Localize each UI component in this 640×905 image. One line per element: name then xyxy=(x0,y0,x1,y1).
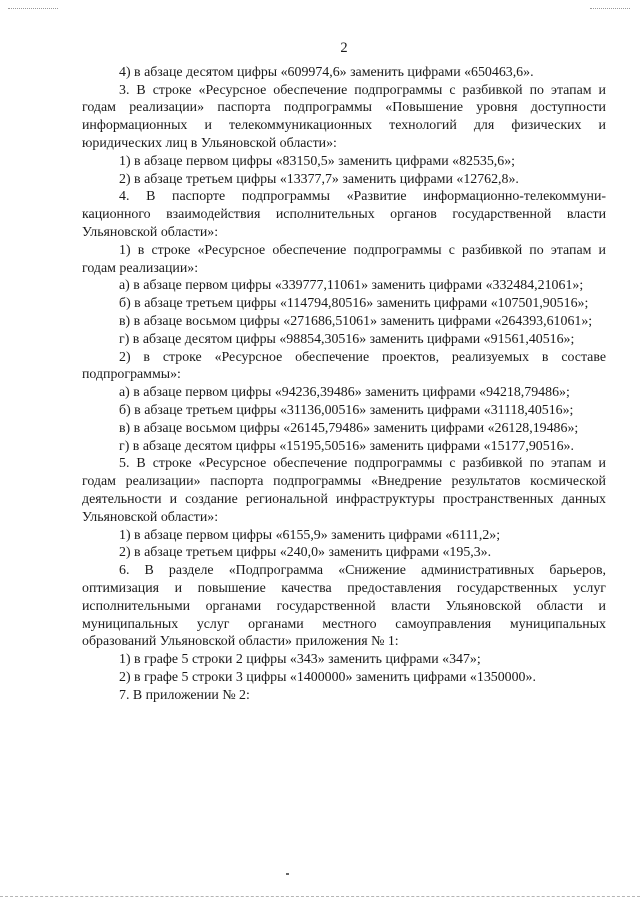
list-item: б) в абзаце третьем цифры «114794,80516» заменить цифрами «107501,90516»; xyxy=(119,296,589,312)
paragraph: 1) в строке «Ресурсное обеспечение подпрограммы с разбивкой по этапам и годам реализации»: xyxy=(82,242,606,276)
list-item: 1) в графе 5 строки 2 цифры «343» заменить цифрами «347»; xyxy=(119,652,481,668)
paragraph: 5. В строке «Ресурсное обеспечение подпрограммы с разбивкой по этапам и годам реализации» паспорта подпрограммы «Внедрение результатов космической деятельности и создание региональной инфраструктуры пространственных данных Ульяновской области»: xyxy=(82,456,606,525)
list-item: 1) в абзаце первом цифры «6155,9» заменить цифрами «6111,2»; xyxy=(119,527,501,543)
list-item: а) в абзаце первом цифры «94236,39486» заменить цифрами «94218,79486»; xyxy=(119,385,570,401)
list-item: в) в абзаце восьмом цифры «271686,51061» заменить цифрами «264393,61061»; xyxy=(119,313,593,329)
list-item: г) в абзаце десятом цифры «98854,30516» заменить цифрами «91561,40516»; xyxy=(119,331,575,347)
paragraph: 6. В разделе «Подпрограмма «Снижение административных барьеров, оптимизация и повышение качества предоставления государственных услуг исполнительными органами государственной власти Ульяновской области и муниципальных услуг органами местного самоуправления муниципальных образований Ульяновской области» приложения № 1: xyxy=(82,563,606,650)
scan-speck xyxy=(286,873,289,875)
list-item: 2) в абзаце третьем цифры «240,0» заменить цифрами «195,3». xyxy=(119,545,492,561)
paragraph: 3. В строке «Ресурсное обеспечение подпрограммы с разбивкой по этапам и годам реализации» паспорта подпрограммы «Повышение уровня доступности информационных и телекоммуникационных технологий для физических и юридических лиц в Ульяновской области»: xyxy=(82,82,606,151)
scan-edge-mark xyxy=(8,8,58,10)
list-item: а) в абзаце первом цифры «339777,11061» заменить цифрами «332484,21061»; xyxy=(119,278,584,294)
list-item: г) в абзаце десятом цифры «15195,50516» заменить цифрами «15177,90516». xyxy=(119,438,574,454)
scan-edge-mark xyxy=(590,8,630,10)
paragraph: 2) в строке «Ресурсное обеспечение проектов, реализуемых в составе подпрограммы»: xyxy=(82,349,606,383)
page-number: 2 xyxy=(340,40,348,56)
list-item: в) в абзаце восьмом цифры «26145,79486» заменить цифрами «26128,19486»; xyxy=(119,420,579,436)
scan-edge-mark xyxy=(0,896,640,899)
document-page xyxy=(82,40,606,704)
list-item: б) в абзаце третьем цифры «31136,00516» заменить цифрами «31118,40516»; xyxy=(119,402,574,418)
paragraph: 1) в абзаце первом цифры «83150,5» заменить цифрами «82535,6»; xyxy=(119,153,516,169)
paragraph: 7. В приложении № 2: xyxy=(119,687,250,703)
paragraph: 4. В паспорте подпрограммы «Развитие информационно-телекоммуни-кационного взаимодействия исполнительных органов государственной власти Ульяновской области»: xyxy=(82,189,606,240)
paragraph: 2) в абзаце третьем цифры «13377,7» заменить цифрами «12762,8». xyxy=(119,171,519,187)
list-item: 2) в графе 5 строки 3 цифры «1400000» заменить цифрами «1350000». xyxy=(119,669,536,685)
paragraph: 4) в абзаце десятом цифры «609974,6» заменить цифрами «650463,6». xyxy=(119,64,534,80)
